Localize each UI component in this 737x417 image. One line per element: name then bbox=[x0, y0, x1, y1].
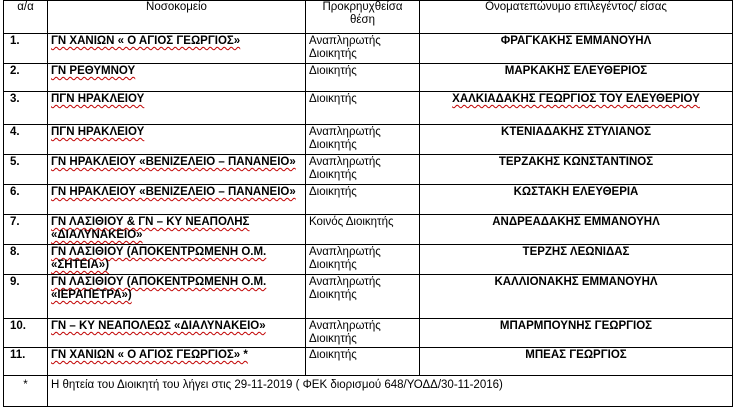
table-row bbox=[4, 92, 733, 125]
table-row bbox=[4, 125, 733, 155]
row-num: 9. bbox=[4, 275, 48, 319]
table-row bbox=[4, 245, 733, 275]
table-row bbox=[4, 215, 733, 245]
row-hospital: ΓΝ ΧΑΝΙΩΝ « Ο ΑΓΙΟΣ ΓΕΩΡΓΙΟΣ» bbox=[48, 34, 306, 64]
document-page bbox=[3, 0, 733, 407]
row-num: 10. bbox=[4, 319, 48, 348]
row-position: Διοικητής bbox=[306, 348, 420, 376]
row-name: ΧΑΛΚΙΑΔΑΚΗΣ ΓΕΩΡΓΙΟΣ ΤΟΥ ΕΛΕΥΘΕΡΙΟΥ bbox=[420, 92, 733, 125]
row-num: 3. bbox=[4, 92, 48, 125]
row-hospital: ΓΝ ΛΑΣΙΘΙΟΥ & ΓΝ – ΚΥ ΝΕΑΠΟΛΗΣ «ΔΙΑΛΥΝΑΚΕΙΟ» bbox=[48, 215, 306, 245]
footnote-text: Η θητεία του Διοικητή του λήγει στις 29-11-2019 ( ΦΕΚ διορισμού 648/ΥΟΔΔ/30-11-2016) bbox=[48, 376, 733, 407]
row-name: ΑΝΔΡΕΑΔΑΚΗΣ ΕΜΜΑΝΟΥΗΛ bbox=[420, 215, 733, 245]
header-name: Ονοματεπώνυμο επιλεγέντος/ είσας bbox=[420, 1, 733, 34]
row-name: ΚΑΛΛΙΟΝΑΚΗΣ ΕΜΜΑΝΟΥΗΛ bbox=[420, 275, 733, 319]
row-position: Αναπληρωτής Διοικητής bbox=[306, 155, 420, 185]
table-row bbox=[4, 155, 733, 185]
row-position: Αναπληρωτής Διοικητής bbox=[306, 34, 420, 64]
row-position: Διοικητής bbox=[306, 64, 420, 92]
row-hospital: ΠΓΝ ΗΡΑΚΛΕΙΟΥ bbox=[48, 92, 306, 125]
row-name: ΜΑΡΚΑΚΗΣ ΕΛΕΥΘΕΡΙΟΣ bbox=[420, 64, 733, 92]
row-position: Αναπληρωτής Διοικητής bbox=[306, 125, 420, 155]
row-name: ΜΠΕΑΣ ΓΕΩΡΓΙΟΣ bbox=[420, 348, 733, 376]
row-name: ΜΠΑΡΜΠΟΥΝΗΣ ΓΕΩΡΓΙΟΣ bbox=[420, 319, 733, 348]
footnote-row bbox=[4, 376, 733, 407]
footnote-marker: * bbox=[4, 376, 48, 407]
table-row bbox=[4, 275, 733, 319]
header-position: Προκρηυχθείσα θέση bbox=[306, 1, 420, 34]
row-hospital: ΠΓΝ ΗΡΑΚΛΕΙΟΥ bbox=[48, 125, 306, 155]
row-position: Αναπληρωτής Διοικητής bbox=[306, 275, 420, 319]
row-position: Διοικητής bbox=[306, 92, 420, 125]
row-num: 2. bbox=[4, 64, 48, 92]
table-row bbox=[4, 34, 733, 64]
table-row bbox=[4, 64, 733, 92]
row-hospital: ΓΝ ΗΡΑΚΛΕΙΟΥ «ΒΕΝΙΖΕΛΕΙΟ – ΠΑΝΑΝΕΙΟ» bbox=[48, 155, 306, 185]
row-hospital: ΓΝ ΧΑΝΙΩΝ « Ο ΑΓΙΟΣ ΓΕΩΡΓΙΟΣ» * bbox=[48, 348, 306, 376]
row-position: Κοινός Διοικητής bbox=[306, 215, 420, 245]
row-position: Διοικητής bbox=[306, 185, 420, 215]
row-num: 5. bbox=[4, 155, 48, 185]
row-num: 11. bbox=[4, 348, 48, 376]
header-num: α/α bbox=[4, 1, 48, 34]
table-header-row bbox=[4, 1, 733, 34]
header-hospital: Νοσοκομείο bbox=[48, 1, 306, 34]
row-name: ΤΕΡΖΑΚΗΣ ΚΩΝΣΤΑΝΤΙΝΟΣ bbox=[420, 155, 733, 185]
row-num: 6. bbox=[4, 185, 48, 215]
row-position: Αναπληρωτής Διοικητής bbox=[306, 319, 420, 348]
row-hospital: ΓΝ – ΚΥ ΝΕΑΠΟΛΕΩΣ «ΔΙΑΛΥΝΑΚΕΙΟ» bbox=[48, 319, 306, 348]
row-num: 4. bbox=[4, 125, 48, 155]
row-name: ΤΕΡΖΗΣ ΛΕΩΝΙΔΑΣ bbox=[420, 245, 733, 275]
row-num: 8. bbox=[4, 245, 48, 275]
table-row bbox=[4, 185, 733, 215]
row-name: ΦΡΑΓΚΑΚΗΣ ΕΜΜΑΝΟΥΗΛ bbox=[420, 34, 733, 64]
appointments-table bbox=[3, 0, 733, 407]
row-hospital: ΓΝ ΛΑΣΙΘΙΟΥ (ΑΠΟΚΕΝΤΡΩΜΕΝΗ Ο.Μ. «ΙΕΡΑΠΕΤΡΑ») bbox=[48, 275, 306, 319]
row-num: 1. bbox=[4, 34, 48, 64]
row-hospital: ΓΝ ΛΑΣΙΘΙΟΥ (ΑΠΟΚΕΝΤΡΩΜΕΝΗ Ο.Μ. «ΣΗΤΕΙΑ») bbox=[48, 245, 306, 275]
row-num: 7. bbox=[4, 215, 48, 245]
row-position: Αναπληρωτής Διοικητής bbox=[306, 245, 420, 275]
table-row bbox=[4, 348, 733, 376]
row-hospital: ΓΝ ΗΡΑΚΛΕΙΟΥ «ΒΕΝΙΖΕΛΕΙΟ – ΠΑΝΑΝΕΙΟ» bbox=[48, 185, 306, 215]
row-name: ΚΤΕΝΙΑΔΑΚΗΣ ΣΤΥΛΙΑΝΟΣ bbox=[420, 125, 733, 155]
table-row bbox=[4, 319, 733, 348]
row-name: ΚΩΣΤΑΚΗ ΕΛΕΥΘΕΡΙΑ bbox=[420, 185, 733, 215]
row-hospital: ΓΝ ΡΕΘΥΜΝΟΥ bbox=[48, 64, 306, 92]
